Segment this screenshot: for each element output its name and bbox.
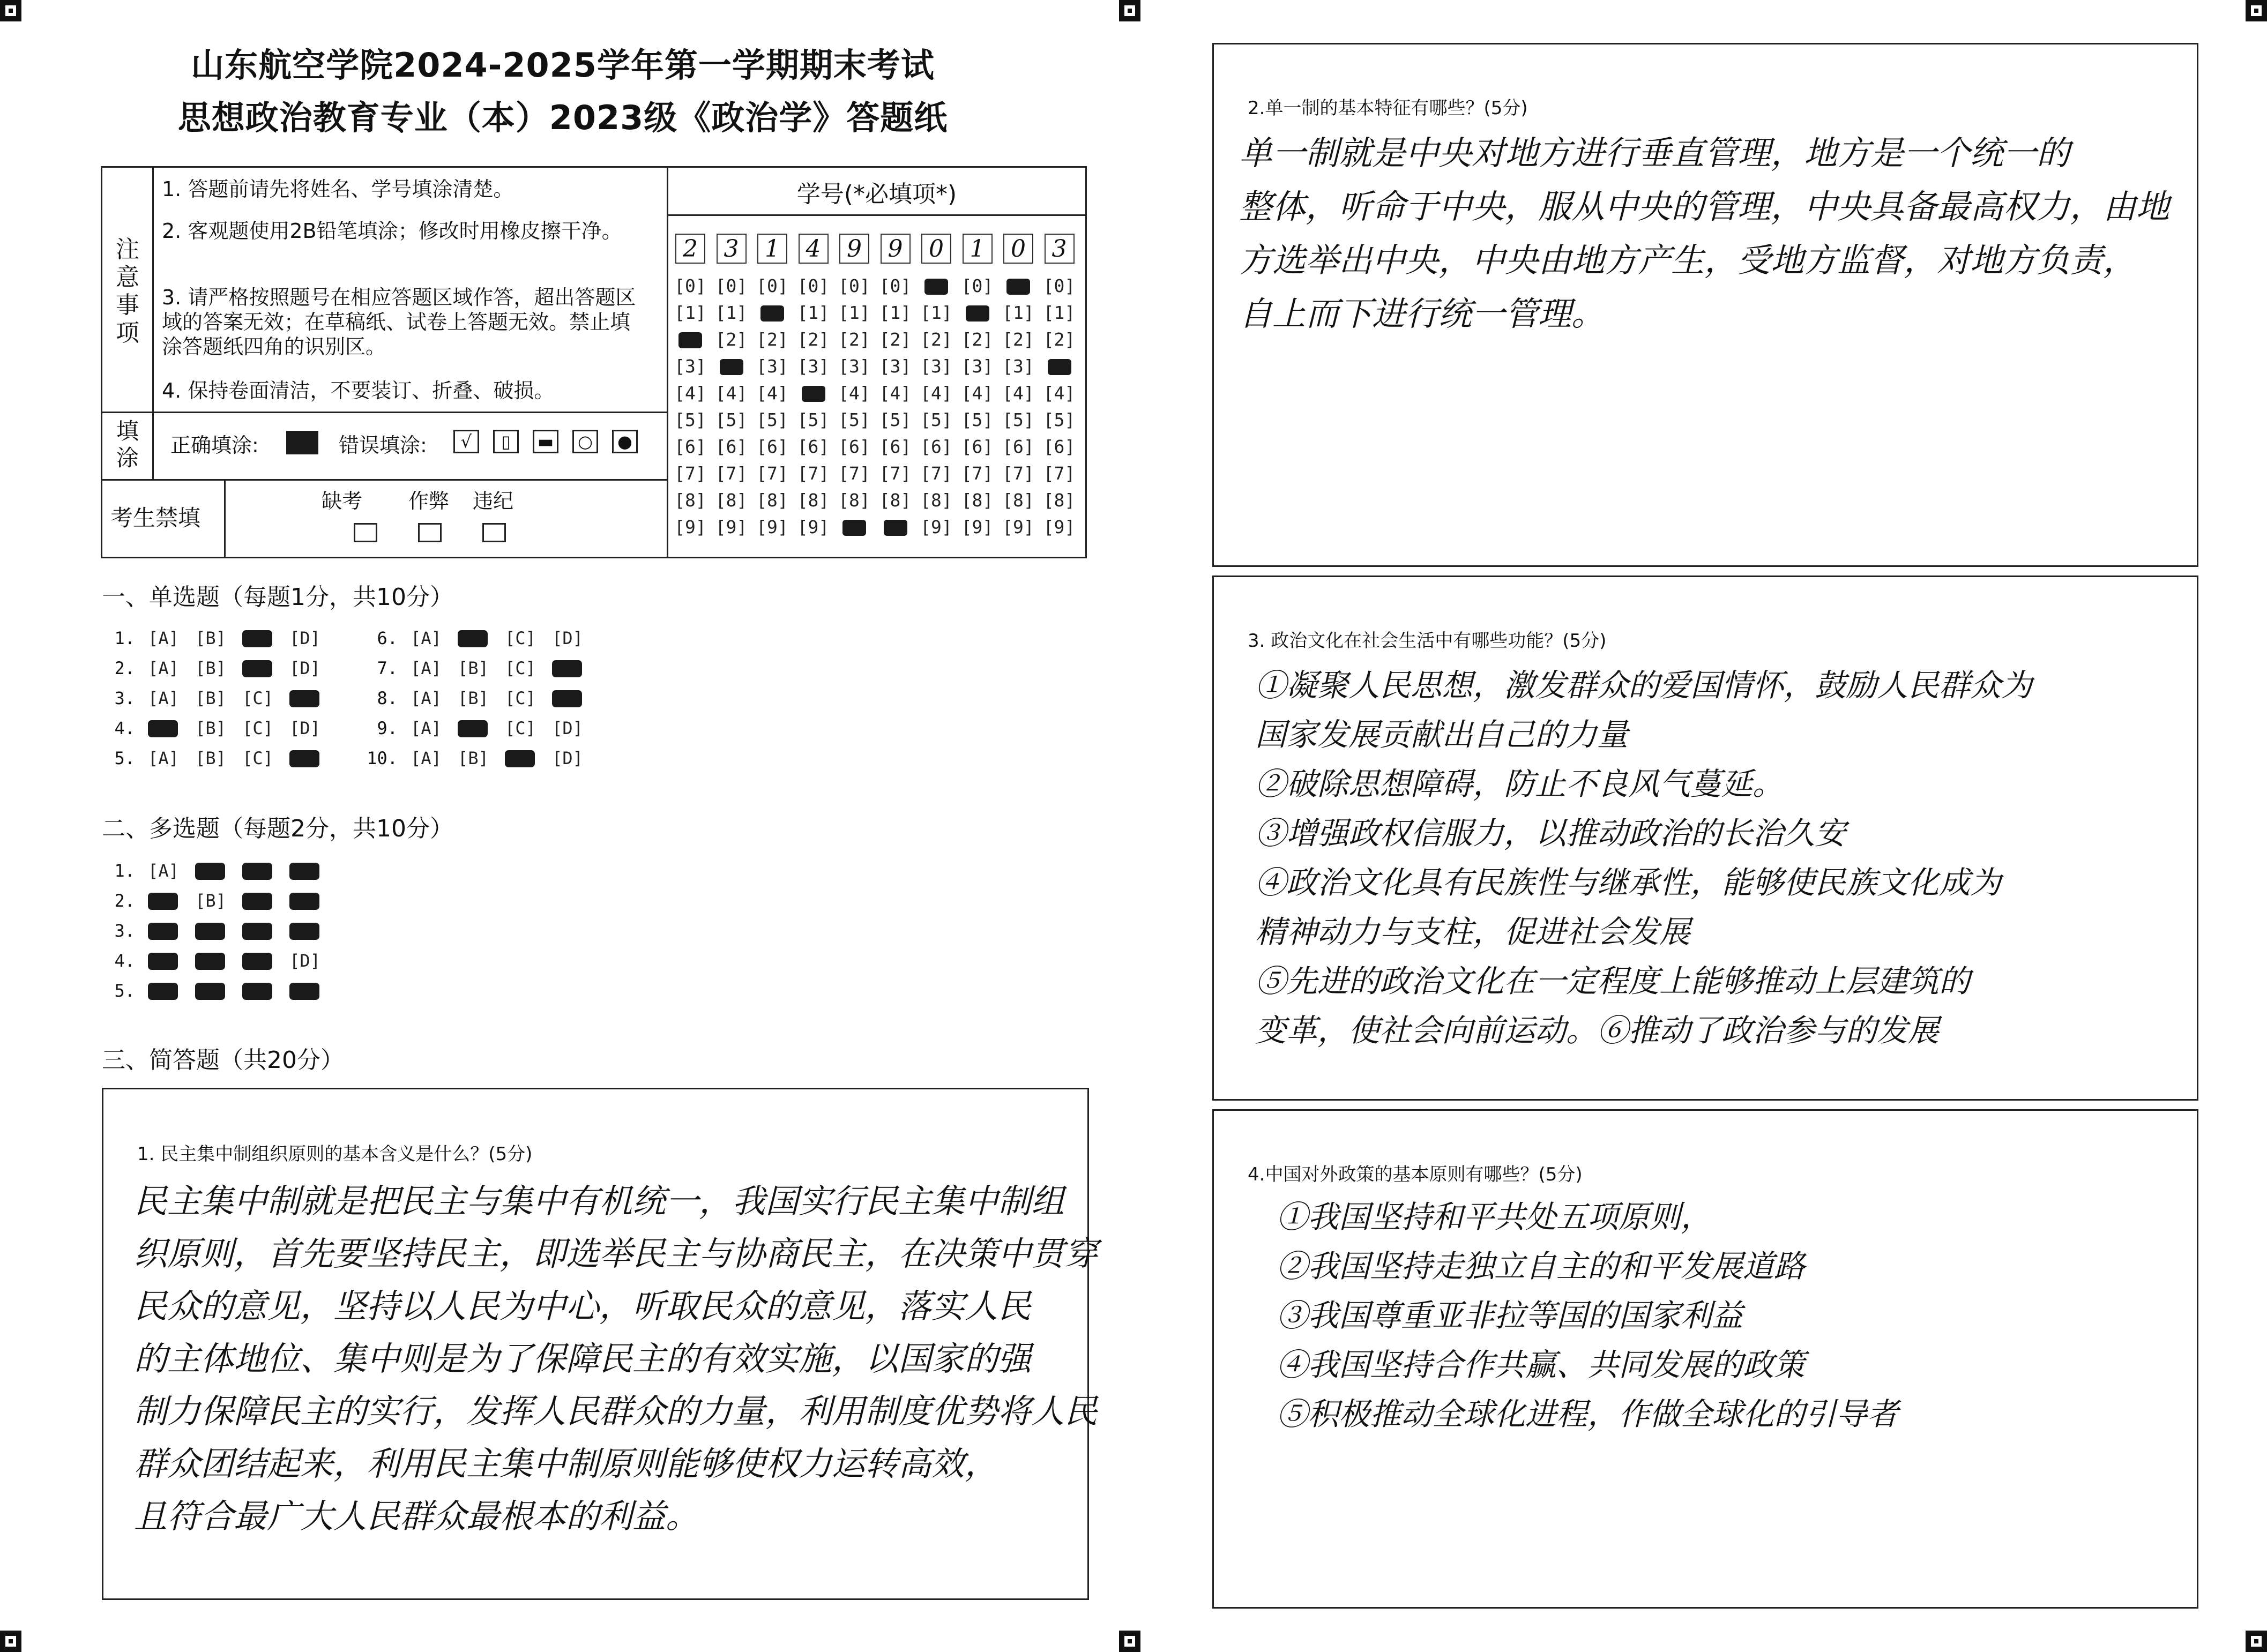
corner-mark-top-right [2246,0,2267,21]
answer-option-filled[interactable] [145,951,182,971]
question-number: 2. [114,658,135,678]
wrong-mark-dot: ● [612,430,638,453]
student-id-bubble[interactable]: [9] [756,517,788,537]
student-id-bubble[interactable]: [1] [715,302,748,323]
student-id-bubble[interactable]: [1] [920,302,952,323]
answer-option[interactable]: [D] [552,628,583,648]
student-id-bubble[interactable]: [8] [879,490,912,511]
student-id-bubble[interactable]: [4] [1043,383,1076,403]
student-id-bubble[interactable]: [8] [756,490,788,511]
handwritten-line: 的主体地位、集中则是为了保障民主的有效实施，以国家的强 [134,1339,1032,1378]
student-id-bubble[interactable]: [7] [1002,463,1034,484]
answer-option[interactable]: [A] [148,688,179,708]
student-id-bubble[interactable]: [7] [797,463,830,484]
student-id-bubble-filled[interactable] [879,517,912,537]
flag-absent-label: 缺考 [322,489,363,513]
answer-option-filled[interactable] [239,658,277,678]
student-id-bubble[interactable]: [8] [1043,490,1076,511]
answer-option[interactable]: [A] [411,688,442,708]
handwritten-line: 群众团结起来，利用民主集中制原则能够使权力运转高效， [134,1444,998,1483]
section1-title: 一、单选题（每题1分，共10分） [102,584,453,611]
student-id-bubble[interactable]: [7] [715,463,748,484]
exam-title-line2: 思想政治教育专业（本）2023级《政治学》答题纸 [177,98,948,137]
student-id-bubble[interactable]: [4] [715,383,748,403]
student-id-bubble[interactable]: [6] [879,436,912,457]
correct-fill-sample [286,431,318,454]
question-number: 5. [114,748,135,768]
student-id-bubble[interactable]: [4] [756,383,788,403]
student-id-bubble[interactable]: [1] [1043,302,1076,323]
corner-mark-bottom-left [0,1631,21,1652]
handwritten-line: ①凝聚人民思想，激发群众的爱国情怀，鼓励人民群众为 [1255,667,2033,704]
answer-option[interactable]: [D] [289,628,320,648]
student-id-bubble[interactable]: [9] [1002,517,1034,537]
flag-violation-label: 违纪 [473,489,514,513]
answer-option-filled[interactable] [286,891,324,911]
student-id-digit-box: 3 [717,234,747,264]
corner-mark-top-left [0,0,21,21]
student-id-bubble[interactable]: [4] [674,383,706,403]
notice-item-2: 2. 客观题使用2B铅笔填涂；修改时用橡皮擦干净。 [162,219,622,243]
flag-violation-checkbox[interactable] [482,523,506,542]
student-id-digit-box: 0 [1003,234,1033,264]
student-id-bubble[interactable]: [1] [797,302,830,323]
answer-option-filled[interactable] [454,718,492,738]
handwritten-line: 国家发展贡献出自己的力量 [1255,716,1629,753]
student-id-bubble[interactable]: [3] [961,356,994,377]
student-id-bubble[interactable]: [2] [920,329,952,350]
student-id-digit-box: 4 [799,234,829,264]
notice-item-1: 1. 答题前请先将姓名、学号填涂清楚。 [162,177,514,201]
answer-option-filled[interactable] [239,951,277,971]
student-id-bubble[interactable]: [5] [879,409,912,430]
question-number: 3. [114,921,135,941]
student-id-bubble[interactable]: [2] [715,329,748,350]
fill-wrong-label: 错误填涂: [339,433,427,457]
student-id-bubble[interactable]: [0] [715,275,748,296]
student-id-bubble[interactable]: [8] [920,490,952,511]
student-id-bubble[interactable]: [4] [838,383,870,403]
student-id-bubble-filled[interactable] [920,275,952,296]
question-number: 5. [114,981,135,1001]
student-id-bubble[interactable]: [3] [674,356,706,377]
answer-option-filled[interactable] [145,718,182,738]
answer-option-filled[interactable] [192,981,229,1001]
answer-option[interactable]: [C] [242,748,273,768]
corner-mark-top-center [1119,0,1140,21]
answer-option-filled[interactable] [286,921,324,941]
student-id-bubble[interactable]: [2] [797,329,830,350]
question-number: 1. [114,861,135,881]
student-id-bubble[interactable]: [6] [920,436,952,457]
question-number: 2. [114,891,135,911]
student-id-bubble[interactable]: [8] [797,490,830,511]
answer-option-filled[interactable] [145,891,182,911]
answer-option-filled[interactable] [286,861,324,881]
student-id-bubble[interactable]: [9] [674,517,706,537]
answer-option[interactable]: [A] [148,748,179,768]
student-id-bubble[interactable]: [0] [797,275,830,296]
student-id-bubble[interactable]: [6] [1002,436,1034,457]
student-id-bubble-filled[interactable] [756,302,788,323]
student-id-bubble[interactable]: [5] [961,409,994,430]
answer-option-filled[interactable] [549,658,586,678]
answer-option[interactable]: [A] [411,658,442,678]
student-id-bubble[interactable]: [0] [961,275,994,296]
student-id-bubble[interactable]: [7] [1043,463,1076,484]
answer-option[interactable]: [B] [195,628,226,648]
exam-flags-label: 考生禁填 [110,505,201,531]
student-id-bubble[interactable]: [8] [961,490,994,511]
answer-option[interactable]: [A] [411,718,442,738]
student-id-bubble-filled[interactable] [674,329,706,350]
answer-option[interactable]: [B] [458,748,489,768]
handwritten-line: 整体，听命于中央，服从中央的管理，中央具备最高权力，由地 [1239,187,2170,226]
handwritten-line: 变革，使社会向前运动。⑥推动了政治参与的发展 [1255,1012,1940,1049]
student-id-bubble[interactable]: [3] [920,356,952,377]
student-id-bubble[interactable]: [4] [920,383,952,403]
student-id-bubble[interactable]: [1] [879,302,912,323]
handwritten-line: 民众的意见，坚持以人民为中心，听取民众的意见，落实人民 [134,1287,1032,1326]
wrong-mark-dash: ▬ [533,430,558,453]
student-id-digit-box: 2 [675,234,705,264]
answer-option[interactable]: [A] [148,658,179,678]
student-id-bubble[interactable]: [7] [920,463,952,484]
answer-option[interactable]: [A] [411,748,442,768]
handwritten-line: ⑤先进的政治文化在一定程度上能够推动上层建筑的 [1255,963,1971,999]
flag-cheat-label: 作弊 [408,489,450,513]
answer-option-filled[interactable] [286,688,324,708]
fill-correct-label: 正确填涂: [170,433,259,457]
answer-option[interactable]: [D] [552,748,583,768]
question-number: 9. [377,718,398,738]
student-id-bubble[interactable]: [2] [756,329,788,350]
answer-option[interactable]: [A] [148,861,179,881]
answer-option[interactable]: [D] [289,718,320,738]
student-id-bubble[interactable]: [5] [838,409,870,430]
answer-option-filled[interactable] [286,981,324,1001]
notice-label: 注意事项 [116,236,139,347]
q1-title: 1. 民主集中制组织原则的基本含义是什么？(5分) [137,1143,533,1165]
student-id-bubble[interactable]: [4] [961,383,994,403]
student-id-bubble[interactable]: [3] [879,356,912,377]
student-id-bubble[interactable]: [3] [756,356,788,377]
wrong-mark-partial: ▯ [493,430,519,453]
answer-option[interactable]: [C] [505,688,536,708]
answer-option[interactable]: [B] [195,718,226,738]
handwritten-line: ②我国坚持走独立自主的和平发展道路 [1277,1248,1806,1284]
student-id-bubble[interactable]: [8] [838,490,870,511]
handwritten-line: 方选举出中央，中央由地方产生，受地方监督，对地方负责， [1239,241,2137,280]
handwritten-line: ④我国坚持合作共赢、共同发展的政策 [1277,1347,1806,1383]
student-id-bubble[interactable]: [2] [838,329,870,350]
student-id-bubble[interactable]: [9] [961,517,994,537]
handwritten-line: 织原则，首先要坚持民主，即选举民主与协商民主，在决策中贯穿 [134,1234,1098,1273]
student-id-bubble[interactable]: [4] [879,383,912,403]
student-id-bubble[interactable]: [0] [879,275,912,296]
section2-title: 二、多选题（每题2分，共10分） [102,815,453,842]
notice-item-3: 3. 请严格按照题号在相应答题区域作答，超出答题区域的答案无效；在草稿纸、试卷上答题无效。禁止填涂答题纸四角的识别区。 [162,286,636,358]
student-id-bubble[interactable]: [4] [1002,383,1034,403]
answer-option-filled[interactable] [286,748,324,768]
answer-option-filled[interactable] [239,981,277,1001]
answer-option[interactable]: [B] [195,891,226,911]
answer-option-filled[interactable] [145,981,182,1001]
handwritten-line: 自上而下进行统一管理。 [1239,294,1605,333]
question-number: 8. [377,688,398,708]
wrong-mark-circle: ○ [572,430,598,453]
answer-option-filled[interactable] [549,688,586,708]
answer-option[interactable]: [C] [242,718,273,738]
student-id-bubble[interactable]: [7] [838,463,870,484]
answer-option[interactable]: [C] [505,718,536,738]
question-number: 4. [114,951,135,971]
student-id-bubble[interactable]: [9] [920,517,952,537]
answer-option-filled[interactable] [192,861,229,881]
answer-option[interactable]: [B] [458,658,489,678]
answer-option-filled[interactable] [454,628,492,648]
student-id-bubble[interactable]: [5] [797,409,830,430]
student-id-bubble[interactable]: [7] [879,463,912,484]
student-id-bubble[interactable]: [7] [961,463,994,484]
student-id-bubble-filled[interactable] [715,356,748,377]
flag-absent-checkbox[interactable] [354,523,377,542]
answer-option-filled[interactable] [192,951,229,971]
answer-option-filled[interactable] [239,891,277,911]
student-id-bubble[interactable]: [3] [838,356,870,377]
answer-option-filled[interactable] [239,861,277,881]
corner-mark-bottom-center [1119,1631,1140,1652]
handwritten-line: ②破除思想障碍，防止不良风气蔓延。 [1255,766,1784,802]
student-id-bubble[interactable]: [8] [674,490,706,511]
question-number: 1. [114,628,135,648]
student-id-bubble[interactable]: [0] [838,275,870,296]
student-id-bubble[interactable]: [2] [1002,329,1034,350]
student-id-bubble[interactable]: [2] [961,329,994,350]
student-id-label: 学号(*必填项*) [796,181,957,208]
notice-item-4: 4. 保持卷面清洁，不要装订、折叠、破损。 [162,379,555,402]
answer-option[interactable]: [C] [505,628,536,648]
student-id-bubble[interactable]: [3] [1002,356,1034,377]
answer-option-filled[interactable] [239,628,277,648]
student-id-bubble[interactable]: [8] [1002,490,1034,511]
student-id-bubble[interactable]: [6] [756,436,788,457]
student-id-bubble[interactable]: [5] [920,409,952,430]
student-id-bubble[interactable]: [0] [756,275,788,296]
student-id-bubble[interactable]: [9] [797,517,830,537]
handwritten-line: 单一制就是中央对地方进行垂直管理，地方是一个统一的 [1239,133,2070,173]
student-id-digit-box: 1 [963,234,993,264]
student-id-bubble-filled[interactable] [961,302,994,323]
section3-title: 三、简答题（共20分） [102,1046,344,1074]
handwritten-line: ④政治文化具有民族性与继承性，能够使民族文化成为 [1255,864,2002,901]
student-id-digit-box: 1 [757,234,787,264]
answer-option[interactable]: [D] [289,951,320,971]
student-id-bubble[interactable]: [6] [715,436,748,457]
q4-title: 4.中国对外政策的基本原则有哪些？(5分) [1248,1164,1583,1185]
answer-option[interactable]: [C] [242,688,273,708]
student-id-digit-box: 9 [881,234,911,264]
student-id-bubble[interactable]: [5] [715,409,748,430]
answer-option[interactable]: [B] [195,688,226,708]
handwritten-line: ⑤积极推动全球化进程，作做全球化的引导者 [1277,1396,1899,1432]
student-id-bubble[interactable]: [5] [1002,409,1034,430]
question-number: 7. [377,658,398,678]
student-id-bubble[interactable]: [8] [715,490,748,511]
student-id-bubble[interactable]: [6] [838,436,870,457]
answer-option-filled[interactable] [239,921,277,941]
student-id-bubble-filled[interactable] [1002,275,1034,296]
student-id-bubble[interactable]: [3] [797,356,830,377]
student-id-bubble[interactable]: [6] [961,436,994,457]
handwritten-line: ③我国尊重亚非拉等国的国家利益 [1277,1297,1743,1334]
wrong-mark-check: √ [453,430,479,453]
student-id-bubble[interactable]: [5] [1043,409,1076,430]
student-id-bubble[interactable]: [5] [674,409,706,430]
handwritten-line: 精神动力与支柱，促进社会发展 [1255,914,1691,950]
student-id-bubble[interactable]: [2] [879,329,912,350]
student-id-bubble[interactable]: [2] [1043,329,1076,350]
student-id-bubble[interactable]: [6] [797,436,830,457]
handwritten-line: 制力保障民主的实行，发挥人民群众的力量，利用制度优势将人民 [134,1392,1098,1431]
student-id-bubble[interactable]: [6] [1043,436,1076,457]
student-id-bubble-filled[interactable] [838,517,870,537]
handwritten-line: ③增强政权信服力，以推动政治的长治久安 [1255,815,1846,851]
student-id-digit-box: 3 [1045,234,1075,264]
question-number: 3. [114,688,135,708]
student-id-bubble-filled[interactable] [797,383,830,403]
student-id-bubble[interactable]: [7] [674,463,706,484]
student-id-bubble[interactable]: [1] [1002,302,1034,323]
handwritten-line: 民主集中制就是把民主与集中有机统一，我国实行民主集中制组 [134,1182,1065,1221]
flag-cheat-checkbox[interactable] [418,523,442,542]
answer-option[interactable]: [C] [505,658,536,678]
answer-option[interactable]: [B] [195,748,226,768]
handwritten-line: 且符合最广大人民群众最根本的利益。 [134,1497,699,1536]
student-id-bubble-filled[interactable] [1043,356,1076,377]
student-id-bubble[interactable]: [0] [674,275,706,296]
corner-mark-bottom-right [2246,1631,2267,1652]
answer-option[interactable]: [D] [289,658,320,678]
exam-title-line1: 山东航空学院2024-2025学年第一学期期末考试 [191,46,935,85]
student-id-bubble[interactable]: [0] [1043,275,1076,296]
question-number: 4. [114,718,135,738]
answer-option-filled[interactable] [145,921,182,941]
student-id-bubble[interactable]: [5] [756,409,788,430]
student-id-bubble[interactable]: [1] [838,302,870,323]
answer-option[interactable]: [B] [458,688,489,708]
student-id-bubble[interactable]: [1] [674,302,706,323]
student-id-digit-box: 9 [839,234,869,264]
student-id-bubble[interactable]: [9] [1043,517,1076,537]
student-id-bubble[interactable]: [6] [674,436,706,457]
student-id-bubble[interactable]: [9] [715,517,748,537]
answer-option[interactable]: [A] [148,628,179,648]
question-number: 10. [367,748,398,768]
fill-label: 填涂 [116,418,139,471]
handwritten-line: ①我国坚持和平共处五项原则， [1277,1199,1712,1235]
q3-title: 3. 政治文化在社会生活中有哪些功能？(5分) [1248,630,1607,652]
answer-option[interactable]: [B] [195,658,226,678]
question-number: 6. [377,628,398,648]
student-id-bubble[interactable]: [7] [756,463,788,484]
answer-option[interactable]: [A] [411,628,442,648]
answer-option-filled[interactable] [192,921,229,941]
student-id-digit-box: 0 [921,234,951,264]
answer-option[interactable]: [D] [552,718,583,738]
q2-title: 2.单一制的基本特征有哪些？(5分) [1248,98,1528,119]
answer-option-filled[interactable] [502,748,539,768]
